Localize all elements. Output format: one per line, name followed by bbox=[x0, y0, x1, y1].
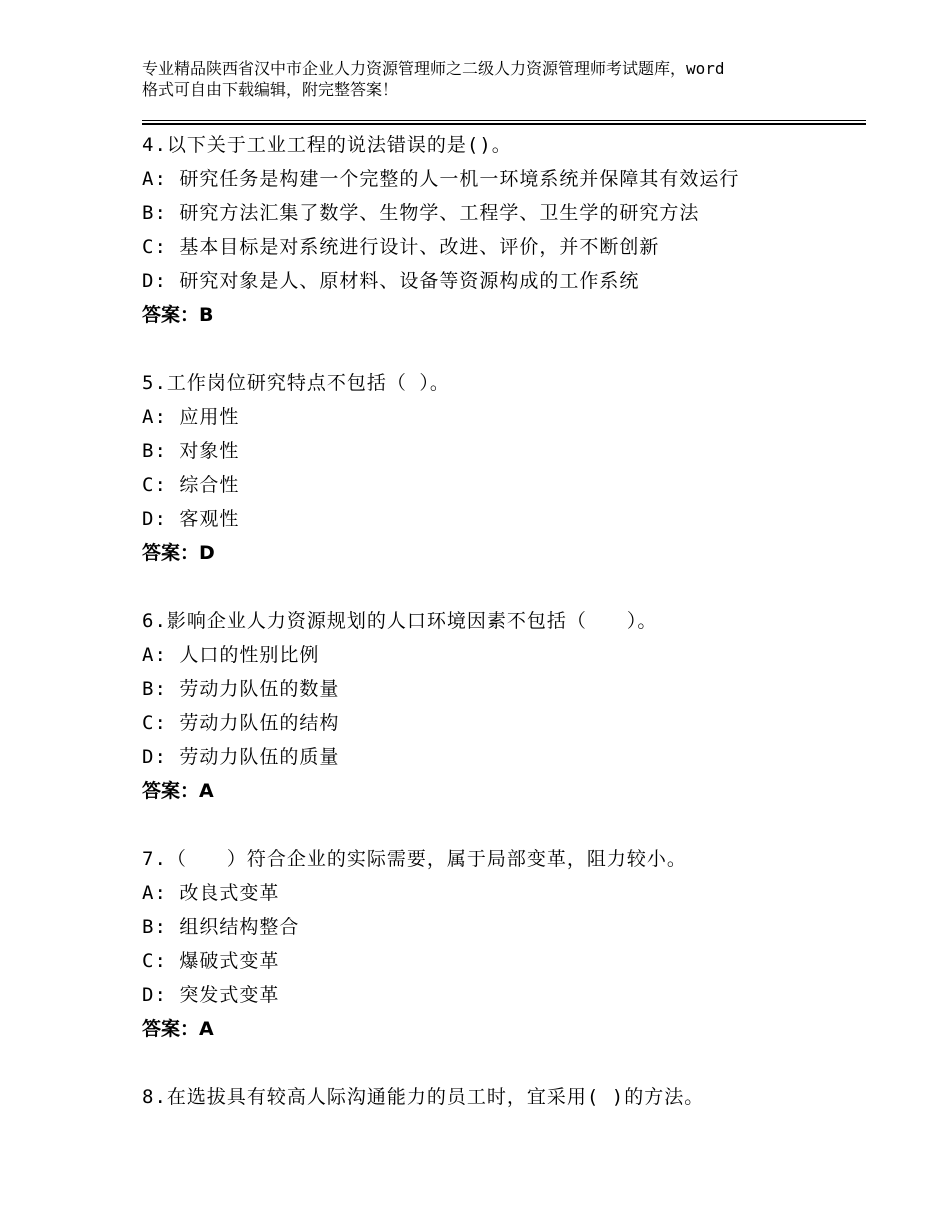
option-d: D: 劳动力队伍的质量 bbox=[142, 746, 340, 768]
option-c: C: 综合性 bbox=[142, 474, 240, 496]
header-divider-thin bbox=[142, 120, 866, 121]
question-stem: 6.影响企业人力资源规划的人口环境因素不包括（ ）。 bbox=[142, 610, 658, 632]
option-c: C: 劳动力队伍的结构 bbox=[142, 712, 340, 734]
option-c: C: 爆破式变革 bbox=[142, 950, 280, 972]
answer-label: 答案：A bbox=[142, 780, 214, 802]
option-b: B: 劳动力队伍的数量 bbox=[142, 678, 340, 700]
option-a: A: 应用性 bbox=[142, 406, 240, 428]
question-list bbox=[142, 128, 866, 1114]
header-divider-thick bbox=[142, 123, 866, 125]
option-a: A: 人口的性别比例 bbox=[142, 644, 320, 666]
answer-label: 答案：B bbox=[142, 304, 214, 326]
option-d: D: 突发式变革 bbox=[142, 984, 280, 1006]
answer-label: 答案：A bbox=[142, 1018, 214, 1040]
question-stem: 4.以下关于工业工程的说法错误的是()。 bbox=[142, 134, 512, 156]
option-b: B: 对象性 bbox=[142, 440, 240, 462]
question-block bbox=[142, 1080, 866, 1114]
header-line-2: 格式可自由下载编辑，附完整答案！ bbox=[142, 80, 399, 99]
option-a: A: 改良式变革 bbox=[142, 882, 280, 904]
answer-label: 答案：D bbox=[142, 542, 215, 564]
document-header bbox=[142, 58, 832, 100]
question-stem: 7.（ ）符合企业的实际需要，属于局部变革，阻力较小。 bbox=[142, 848, 687, 870]
option-d: D: 研究对象是人、原材料、设备等资源构成的工作系统 bbox=[142, 270, 640, 292]
question-block bbox=[142, 604, 866, 808]
question-block bbox=[142, 842, 866, 1046]
question-stem: 8.在选拔具有较高人际沟通能力的员工时，宜采用( )的方法。 bbox=[142, 1086, 705, 1108]
option-b: B: 组织结构整合 bbox=[142, 916, 300, 938]
option-c: C: 基本目标是对系统进行设计、改进、评价，并不断创新 bbox=[142, 236, 660, 258]
question-block bbox=[142, 366, 866, 570]
question-block bbox=[142, 128, 866, 332]
option-b: B: 研究方法汇集了数学、生物学、工程学、卫生学的研究方法 bbox=[142, 202, 700, 224]
option-a: A: 研究任务是构建一个完整的人一机一环境系统并保障其有效运行 bbox=[142, 168, 740, 190]
question-stem: 5.工作岗位研究特点不包括（ ）。 bbox=[142, 372, 450, 394]
header-line-1: 专业精品陕西省汉中市企业人力资源管理师之二级人力资源管理师考试题库，word bbox=[142, 59, 725, 78]
option-d: D: 客观性 bbox=[142, 508, 240, 530]
